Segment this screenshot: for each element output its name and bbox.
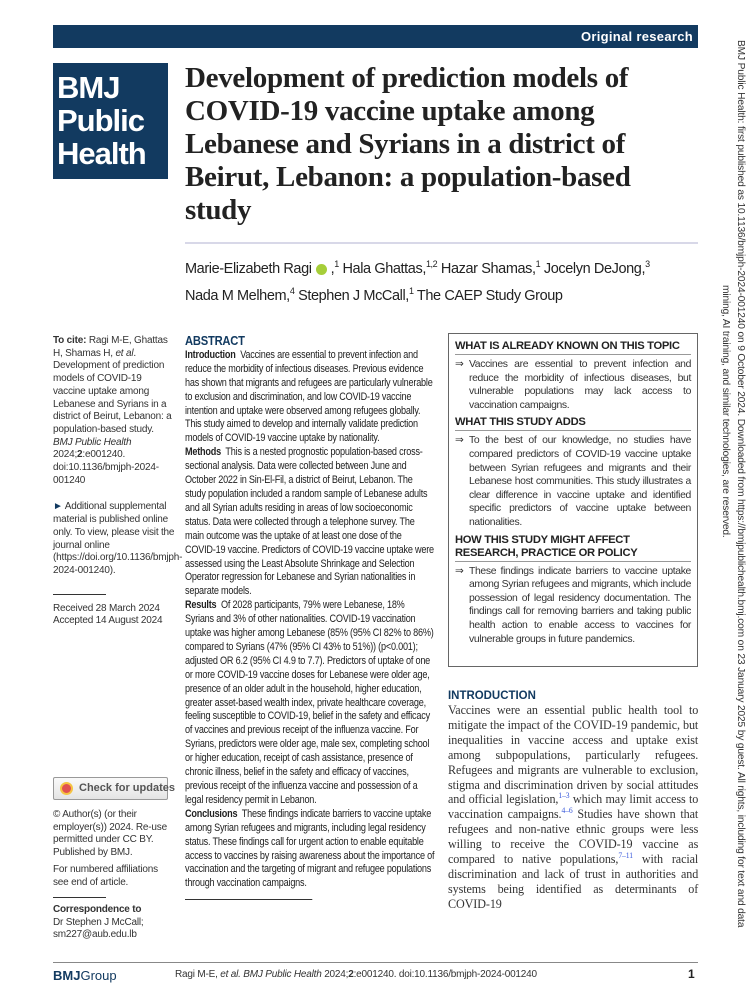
body-text: with racial discrimination and lack of trust in authorities and systems being identified as determinants of COVID-19	[448, 852, 699, 911]
affiliations-note: For numbered affiliations see end of article.	[53, 864, 158, 888]
affiliation-ref: 4	[289, 285, 295, 296]
abstract-divider	[185, 899, 312, 900]
author-name[interactable]: Jocelyn DeJong,	[543, 260, 646, 277]
affiliation-ref: 1,2	[425, 259, 438, 269]
supplemental-text[interactable]: Additional supplemental material is published online only. To view, please visit the journal online (https://doi.org/10.1136/bmjph-2024-001240).	[53, 501, 183, 576]
body-text: Studies have shown that refugees and non-native ethnic groups were less willing to receive the COVID-19 vaccine as compared to native populations,	[448, 807, 699, 867]
implies-arrow-icon: ⇒	[455, 435, 464, 447]
abstract	[185, 334, 434, 900]
section-text: Vaccines are essential to prevent infection and reduce the morbidity of infectious diseases. Previous evidence has shown that migrants and refugees are particularly vulnerable to exclusion and discrimination, and low COVID-19 vaccine intention and uptake were observed among refugees globally. This study aimed to develop and internally validate prediction models of COVID-19 vaccine uptake by nationality.	[185, 348, 433, 445]
check-for-updates-button[interactable]	[53, 777, 175, 800]
check-updates-label: Check for updates	[79, 782, 175, 794]
section-banner	[53, 25, 698, 48]
triangle-right-icon: ►	[53, 501, 63, 513]
affiliation-ref: 1	[334, 259, 339, 269]
footer-doi: :e001240. doi:10.1136/bmjph-2024-001240	[353, 969, 537, 980]
citation-text: . Development of prediction models of COVID-19 vaccine uptake among Lebanese and Syrians in a district of Beirut, Lebanon: a population-based study.	[53, 347, 172, 435]
section-label: Results	[185, 599, 217, 612]
introduction-section	[448, 688, 698, 912]
abstract-heading: ABSTRACT	[185, 333, 245, 348]
box-heading: WHAT IS ALREADY KNOWN ON THIS TOPIC	[455, 340, 691, 355]
logo-bold: BMJ	[53, 968, 81, 983]
implies-arrow-icon: ⇒	[455, 565, 464, 577]
logo-rest: Group	[80, 968, 117, 983]
box-text: These findings indicate barriers to vaccine uptake among Syrian refugees and migrants, which include possession of legal residency documentation. The findings call for removing barriers and taking public health action to enable access to vaccines for vulnerable groups in future pandemics.	[469, 565, 691, 645]
abstract-methods	[185, 446, 434, 599]
implies-arrow-icon: ⇒	[455, 359, 464, 370]
crossmark-icon	[60, 782, 73, 795]
article-title: Development of prediction models of COVID-19 vaccine uptake among Lebanese and Syrians in a district of Beirut, Lebanon: a population-based study	[185, 62, 631, 226]
section-text: These findings indicate barriers to vaccine uptake among Syrian refugees and migrants, including legal residency status. These findings call for urgent action to enable equitable access to vaccines by raising awareness about the importance of vaccination and the targeting of migrant and refugee populations through vaccination campaigns.	[185, 807, 435, 890]
citation-journal: BMJ Public Health	[53, 436, 132, 448]
body-text: Vaccines were an essential public health tool to mitigate the impact of the COVID-19 pandemic, but inequalities in vaccine access and uptake exist among subpopulations, particularly refugees. Refugees and migrants are vulnerable to exclusion, stigma and discrimination driven by social attitudes and official legislation,	[448, 703, 699, 807]
orcid-icon[interactable]	[316, 264, 327, 275]
author-name[interactable]: Hazar Shamas,	[440, 260, 536, 277]
section-label: Conclusions	[185, 807, 238, 820]
author-name[interactable]: Marie-Elizabeth Ragi	[185, 260, 312, 277]
box-heading: WHAT THIS STUDY ADDS	[455, 416, 691, 431]
citation-text: Ragi M-E, Ghattas H, Shamas H,	[53, 335, 168, 359]
body-text: which may limit access to vaccination campaigns.	[448, 792, 699, 822]
box-text: Vaccines are essential to prevent infection and reduce the morbidity of infectious diseases, but vulnerable populations may lack access to vaccination campaigns.	[469, 359, 691, 411]
reference-link[interactable]: 1–3	[558, 791, 570, 801]
footer-etal: et al.	[220, 969, 241, 980]
bmj-group-logo[interactable]	[53, 968, 117, 983]
side-notice-line2: mining, AI training, and similar technologies, are reserved.	[720, 285, 731, 538]
author-name[interactable]: Nada M Melhem,	[185, 287, 290, 304]
footer-journal: BMJ Public Health	[240, 969, 325, 980]
accepted-date: Accepted 14 August 2024	[53, 615, 163, 627]
page-number: 1	[688, 967, 695, 981]
citation-label: To cite:	[53, 335, 87, 346]
reference-link[interactable]: 4–6	[561, 806, 573, 816]
introduction-paragraph	[448, 703, 698, 912]
section-label: Original research	[580, 29, 693, 44]
citation	[53, 335, 175, 487]
received-date: Received 28 March 2024	[53, 602, 160, 614]
footer-citation	[175, 969, 537, 980]
journal-logo[interactable]: BMJ Public Health	[53, 63, 168, 179]
box-text: To the best of our knowledge, no studies have compared predictors of COVID-19 vaccine uptake between Syrian refugees and migrants and their Lebanese host communities. This study illustrates a clear difference in vaccine uptake and identified specific predictors of vaccine uptake between nationalities.	[469, 435, 691, 528]
section-text: This is a nested prognostic population-based cross-sectional analysis. Data were collected between June and October 2022 in Sin-El-Fil, a district of Beirut, Lebanon. The study population included a random sample of Lebanese adults and all Syrian adults residing in areas of low socioeconomic status. Data were collected through a telephone survey. The main outcome was the uptake of at least one dose of the COVID-19 vaccine. Predictors of COVID-19 vaccine uptake were assessed using the Least Absolute Shrinkage and Selection Operator regression for Lebanese and Syrian nationalities in separate models.	[185, 446, 434, 598]
affiliation-ref: 1	[535, 259, 541, 269]
correspondence-email[interactable]: sm227@aub.edu.lb	[53, 929, 137, 940]
divider	[53, 594, 106, 595]
author-name[interactable]: Stephen J McCall,	[298, 287, 409, 304]
footer-year: 2024;	[324, 969, 349, 980]
abstract-conclusions	[185, 808, 434, 891]
footer-divider	[53, 962, 698, 963]
affiliation-ref: 1	[408, 285, 414, 296]
author-name[interactable]: Hala Ghattas,	[342, 260, 426, 277]
supplemental-note	[53, 501, 183, 577]
citation-etal: et al	[115, 347, 134, 359]
article-sidebar	[53, 335, 183, 628]
reference-link[interactable]: 7–11	[618, 850, 633, 860]
summary-box	[448, 333, 698, 667]
article-sidebar-bottom	[53, 809, 175, 942]
divider	[53, 897, 106, 898]
abstract-introduction	[185, 349, 434, 446]
correspondence-name: Dr Stephen J McCall;	[53, 916, 144, 928]
footer-text: Ragi M-E,	[175, 969, 221, 980]
author-name[interactable]: The CAEP Study Group	[416, 287, 563, 304]
side-notice-line1: BMJ Public Health: first published as 10.1136/bmjph-2024-001240 on 9 October 2024. Downloaded from https://bmjpublichealth.bmj.com on 23 January 2025 by guest. All rights, including for text and data	[735, 40, 746, 928]
citation-doi[interactable]: :e001240. doi:10.1136/bmjph-2024-001240	[53, 449, 159, 486]
copyright: © Author(s) (or their employer(s)) 2024. Re-use permitted under CC BY. Published by BMJ.	[53, 809, 167, 858]
box-item	[455, 565, 691, 647]
box-item	[455, 358, 691, 412]
section-label: Introduction	[185, 348, 236, 361]
correspondence-label: Correspondence to	[53, 904, 142, 915]
title-divider	[185, 242, 698, 244]
introduction-heading: INTRODUCTION	[448, 688, 536, 702]
abstract-results	[185, 599, 434, 808]
section-label: Methods	[185, 446, 221, 459]
author-list: Marie-Elizabeth Ragi ,$^1$ Hala Ghattas,$^{1,2}$ Hazar Shamas,$^1$ Jocelyn DeJong,$^3$ Nada M Melhem,$^4$ Stephen J McCall,$^1$ The CAEP Study Group	[185, 259, 650, 304]
box-item	[455, 434, 691, 529]
affiliation-ref: 3	[645, 259, 650, 269]
citation-year: 2024;	[53, 449, 78, 461]
box-heading: HOW THIS STUDY MIGHT AFFECT RESEARCH, PRACTICE OR POLICY	[455, 534, 691, 562]
citation-volume: 2	[77, 449, 83, 461]
footer-volume: 2	[348, 969, 354, 980]
section-text: Of 2028 participants, 79% were Lebanese, 18% Syrians and 3% of other nationalities. COVID-19 vaccination uptake was higher among Lebanese (85% (95% CI 82% to 86%) compared to Syrians (47% (95% CI 43% to 51%)) (p<0.001); adjusted OR 6.2 (95% CI 4.9 to 7.7). Predictors of uptake of one or more COVID-19 vaccine doses for Lebanese were older age, presence of an older adult in the household, higher education, greater asset-based wealth index, private healthcare coverage, feeling susceptible to COVID-19, belief in the safety and efficacy of vaccines and previous receipt of the influenza vaccine. For Syrians, predictors were older age, male sex, completing school or higher education, receipt of cash assistance, presence of chronic illness, belief in the safety and efficacy of vaccines, previous receipt of the influenza vaccine and possession of a legal residency permit in Lebanon.	[185, 599, 434, 806]
